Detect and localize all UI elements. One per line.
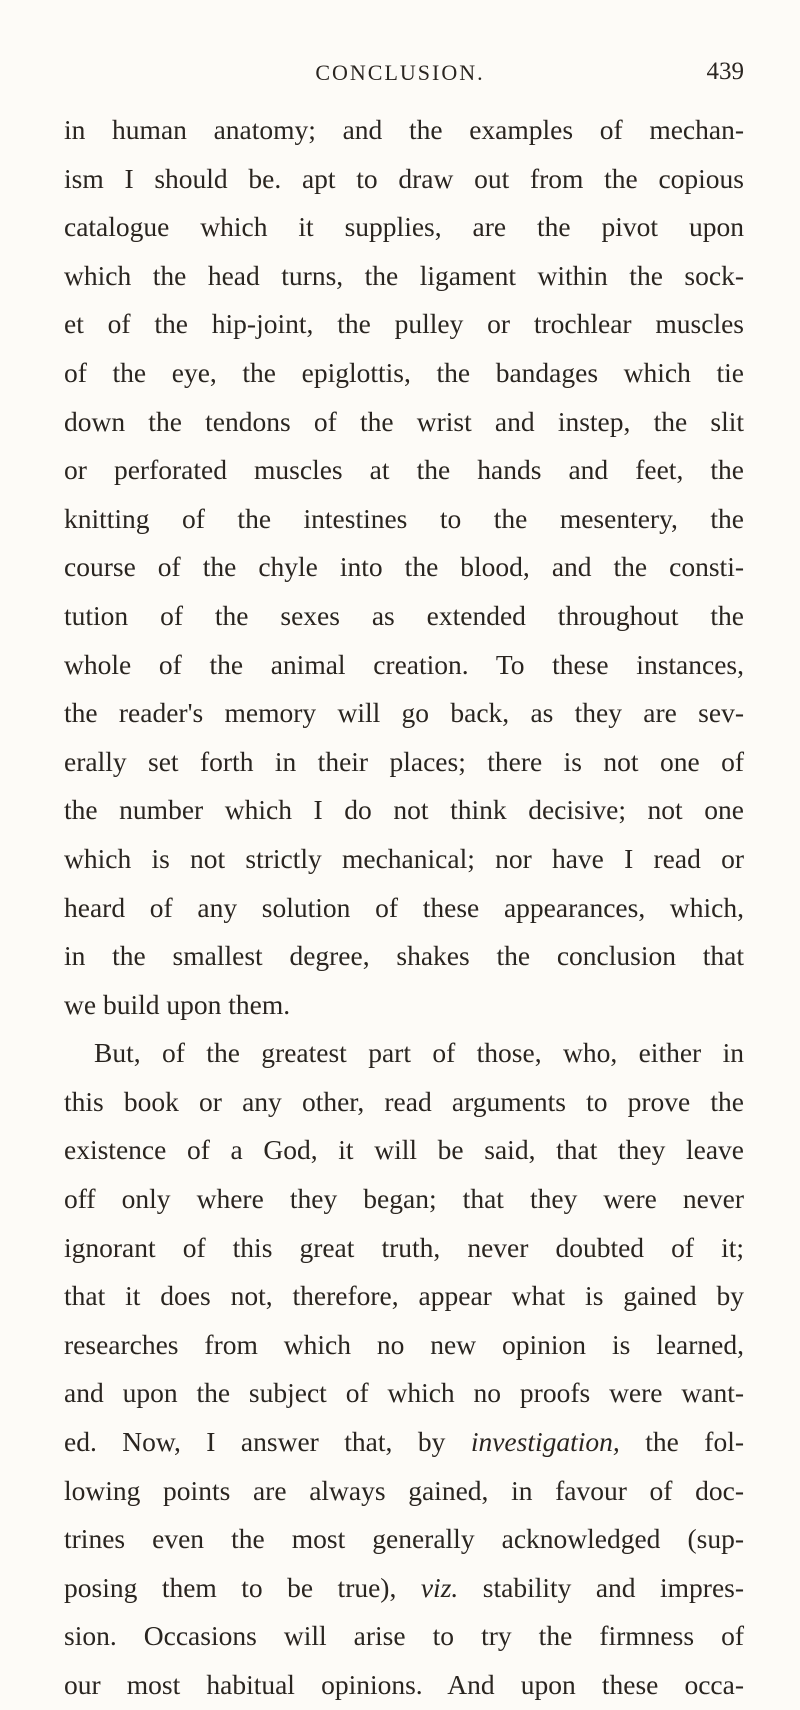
text-line: heard of any solution of these appearances, which, — [64, 891, 744, 923]
emphasis: investigation, — [470, 1426, 620, 1458]
text-line: off only where they began; that they were never — [64, 1183, 744, 1215]
text-line: in human anatomy; and the examples of mechan- — [64, 114, 744, 145]
text-line: our most habitual opinions. And upon these occa- — [64, 1669, 744, 1700]
text-line: knitting of the intestines to the mesentery, the — [64, 502, 744, 534]
text-segment: the fol- — [645, 1426, 745, 1458]
text-line: researches from which no new opinion is learned, — [64, 1328, 744, 1360]
text-line: But, of the greatest part of those, who, either in — [94, 1037, 744, 1069]
text-line: we build upon them. — [64, 988, 291, 1020]
text-line — [64, 1564, 744, 1613]
text-segment: stability and impres- — [482, 1571, 745, 1603]
text-line: whole of the animal creation. To these instances, — [64, 648, 744, 680]
text-line: down the tendons of the wrist and instep, the slit — [64, 405, 744, 437]
text-line: the reader's memory will go back, as they are sev- — [64, 697, 744, 729]
text-line: which the head turns, the ligament within the sock- — [64, 259, 744, 291]
text-line: lowing points are always gained, in favour of doc- — [64, 1474, 744, 1506]
text-line: and upon the subject of which no proofs were want- — [64, 1377, 744, 1409]
text-line: ignorant of this great truth, never doubted of it; — [64, 1231, 744, 1263]
text-line: this book or any other, read arguments to prove the — [64, 1085, 744, 1117]
body-text — [64, 106, 744, 1710]
text-line: existence of a God, it will be said, that they leave — [64, 1134, 744, 1166]
text-line: et of the hip-joint, the pulley or trochlear muscles — [64, 308, 744, 340]
text-line: the number which I do not think decisive; not one — [64, 794, 744, 826]
text-line: tution of the sexes as extended throughout the — [64, 599, 744, 631]
text-segment: posing them to be true), — [64, 1571, 397, 1603]
text-line: trines even the most generally acknowledged (sup- — [64, 1523, 744, 1555]
running-head — [0, 52, 800, 92]
text-line: in the smallest degree, shakes the conclusion that — [64, 940, 744, 972]
text-line: or perforated muscles at the hands and feet, the — [64, 454, 744, 486]
text-line: that it does not, therefore, appear what is gained by — [64, 1280, 744, 1312]
text-line: sion. Occasions will arise to try the firmness of — [64, 1620, 744, 1652]
emphasis: viz. — [420, 1571, 459, 1603]
text-line: erally set forth in their places; there is not one of — [64, 745, 744, 777]
text-line: which is not strictly mechanical; nor have I read or — [64, 842, 744, 874]
running-title: CONCLUSION. — [315, 60, 485, 85]
text-line — [64, 1418, 744, 1467]
text-segment: ed. Now, I answer that, by — [64, 1426, 446, 1458]
page-number: 439 — [706, 58, 744, 85]
text-line: of the eye, the epiglottis, the bandages which tie — [64, 356, 744, 388]
text-line: course of the chyle into the blood, and the consti- — [64, 551, 744, 583]
text-line: ism I should be. apt to draw out from the copious — [64, 162, 744, 194]
text-line: catalogue which it supplies, are the pivot upon — [64, 211, 744, 243]
